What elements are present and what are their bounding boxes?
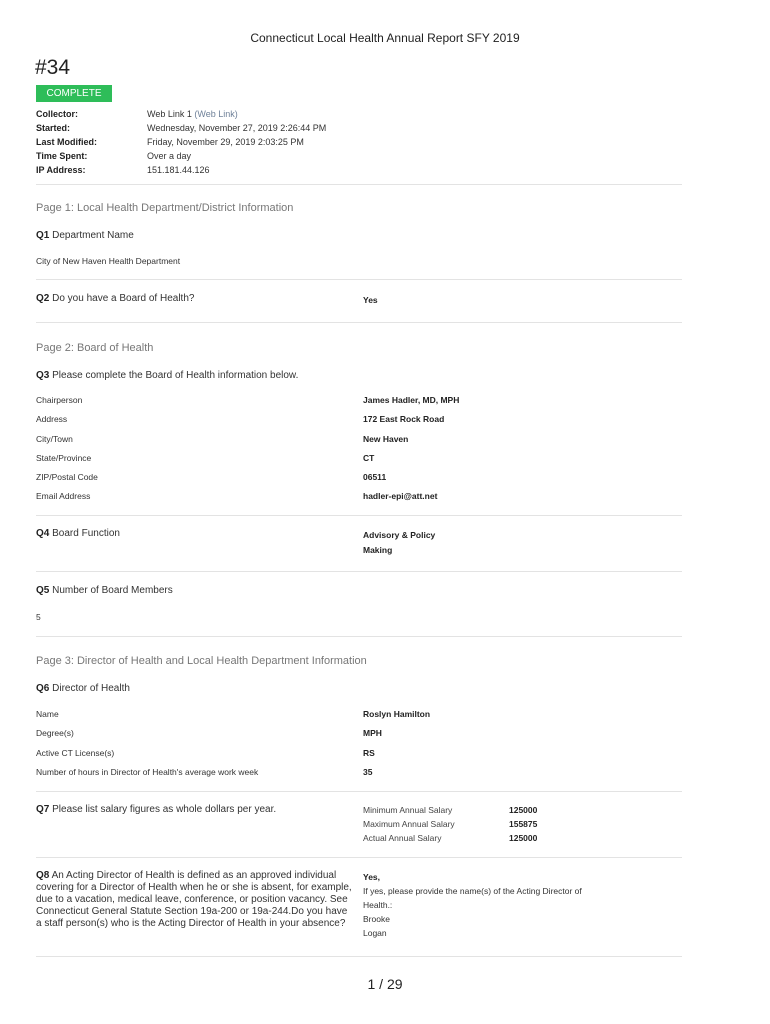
meta-label: Time Spent: — [36, 151, 88, 161]
page-number: 1 / 29 — [367, 976, 403, 992]
meta-label: Started: — [36, 123, 71, 133]
q7-label: Maximum Annual Salary — [363, 819, 455, 829]
q7-value: 125000 — [509, 833, 538, 843]
q3-text: Please complete the Board of Health information below. — [52, 370, 299, 381]
meta-label: IP Address: — [36, 165, 86, 175]
q8-answer: Yes, — [363, 872, 381, 882]
q3-label: ZIP/Postal Code — [36, 472, 98, 482]
q7-label: Actual Annual Salary — [363, 833, 442, 843]
response-metadata — [36, 107, 326, 177]
q4-number: Q4 — [36, 528, 50, 539]
q3-number: Q3 — [36, 370, 50, 381]
q5-text: Number of Board Members — [52, 585, 173, 596]
q1-answer: City of New Haven Health Department — [36, 256, 181, 266]
q7-text: Please list salary figures as whole dollars per year. — [52, 804, 277, 815]
q2-text: Do you have a Board of Health? — [52, 293, 195, 304]
divider — [36, 857, 682, 858]
q3-value: hadler-epi@att.net — [363, 491, 438, 501]
q4-text: Board Function — [52, 528, 120, 539]
q3-value: New Haven — [363, 434, 409, 444]
q5-question — [36, 585, 173, 597]
q3-label: State/Province — [36, 453, 92, 463]
q8-followup-line2: Logan — [363, 928, 387, 938]
q3-label: Chairperson — [36, 395, 83, 405]
q7-number: Q7 — [36, 804, 50, 815]
divider — [36, 322, 682, 323]
meta-value: Friday, November 29, 2019 2:03:25 PM — [147, 137, 304, 147]
meta-row-collector — [36, 107, 326, 121]
q8-followup-line1: Brooke — [363, 914, 390, 924]
q6-question — [36, 683, 130, 695]
q8-answer-block — [363, 870, 613, 940]
q7-value: 125000 — [509, 805, 538, 815]
q3-value: 06511 — [363, 472, 387, 482]
q3-value: James Hadler, MD, MPH — [363, 395, 460, 405]
page-title: Connecticut Local Health Annual Report SFY 2019 — [250, 31, 520, 45]
meta-row-started — [36, 121, 326, 135]
divider — [36, 791, 682, 792]
q3-label: Address — [36, 414, 68, 424]
q3-value: 172 East Rock Road — [363, 414, 445, 424]
q6-number: Q6 — [36, 683, 50, 694]
q3-label: Email Address — [36, 491, 91, 501]
q5-answer: 5 — [36, 612, 41, 622]
divider — [36, 184, 682, 185]
collector-note: (Web Link) — [194, 109, 238, 119]
divider — [36, 636, 682, 637]
q2-answer: Yes — [363, 295, 378, 305]
meta-label: Last Modified: — [36, 137, 97, 147]
divider — [36, 956, 682, 957]
q1-number: Q1 — [36, 230, 50, 241]
page2-heading: Page 2: Board of Health — [36, 342, 154, 354]
q7-label: Minimum Annual Salary — [363, 805, 453, 815]
q2-number: Q2 — [36, 293, 50, 304]
page1-heading: Page 1: Local Health Department/District Information — [36, 202, 294, 214]
page3-heading: Page 3: Director of Health and Local Health Department Information — [36, 655, 367, 667]
q2-question — [36, 293, 194, 305]
q6-value: RS — [363, 748, 375, 758]
q4-answer-line1: Advisory & Policy — [363, 530, 436, 540]
q8-text: An Acting Director of Health is defined as an approved individual covering for a Director of Health when he or she is absent, for example, due to a vacation, medical leave, conference, or position vacancy. See Connecticut General Statute Section 19a-200 or 19a-244.Do you have a staff person(s) who is the Acting Director of Health in your absence? — [36, 870, 352, 929]
q6-value: 35 — [363, 767, 373, 777]
divider — [36, 515, 682, 516]
q7-value: 155875 — [509, 819, 538, 829]
q4-answer-line2: Making — [363, 545, 393, 555]
q8-question — [36, 870, 354, 930]
q6-label: Name — [36, 709, 59, 719]
status-badge: COMPLETE — [36, 85, 112, 102]
meta-row-ip-address — [36, 163, 326, 177]
q6-label: Active CT License(s) — [36, 748, 115, 758]
meta-value: Over a day — [147, 151, 192, 161]
q4-question — [36, 528, 120, 540]
divider — [36, 571, 682, 572]
meta-value — [147, 107, 238, 121]
q6-value: MPH — [363, 728, 382, 738]
q6-label: Degree(s) — [36, 728, 74, 738]
divider — [36, 279, 682, 280]
q8-number: Q8 — [36, 870, 50, 881]
meta-row-time-spent — [36, 149, 326, 163]
q1-text: Department Name — [52, 230, 134, 241]
q6-value: Roslyn Hamilton — [363, 709, 431, 719]
q6-label: Number of hours in Director of Health's average work week — [36, 767, 259, 777]
response-number: #34 — [35, 56, 71, 79]
meta-value: 151.181.44.126 — [147, 165, 210, 175]
q5-number: Q5 — [36, 585, 50, 596]
q3-value: CT — [363, 453, 375, 463]
q3-label: City/Town — [36, 434, 73, 444]
q8-followup-label: If yes, please provide the name(s) of the Acting Director of Health.: — [363, 886, 582, 910]
q3-question — [36, 370, 298, 382]
q6-text: Director of Health — [52, 683, 130, 694]
q7-question — [36, 804, 276, 816]
meta-label: Collector: — [36, 109, 79, 119]
meta-row-last-modified — [36, 135, 326, 149]
collector-value: Web Link 1 — [147, 109, 192, 119]
meta-value: Wednesday, November 27, 2019 2:26:44 PM — [147, 123, 327, 133]
q1-question — [36, 230, 134, 242]
